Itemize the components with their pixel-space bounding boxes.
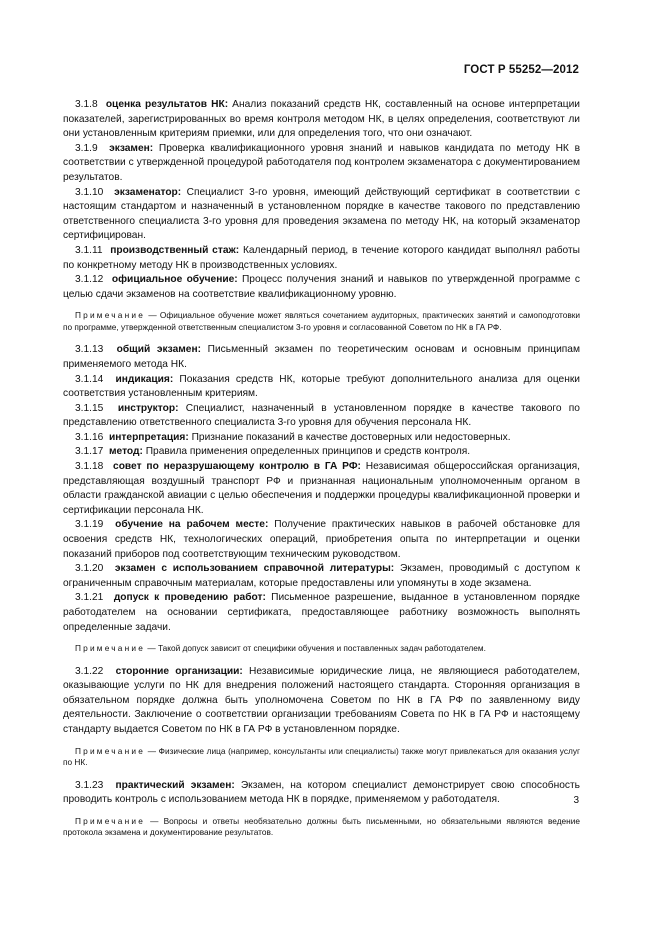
clause-number: 3.1.14 — [75, 373, 104, 385]
definition-text: Экзамен, проводимый с доступом к ограниченным справочным материалам, которые предоставлены или упомянуты в ходе экзамена. — [63, 563, 580, 589]
definition-text: Показания средств НК, которые требуют дополнительного анализа для оценки соответствия установленным критериям. — [63, 373, 580, 400]
note-label: Примечание — [75, 815, 146, 826]
definition-text: Проверка квалификационного уровня знаний и навыков кандидата по методу НК в соответствии с утвержденной процедурой работодателя под контролем экзаменатора с документированием результатов. — [63, 142, 580, 183]
definition-text: Экзамен, на котором специалист демонстрирует свою способность проводить контроль с использованием метода НК в порядке, применяемом у работодателя. — [63, 779, 580, 806]
clause-number: 3.1.15 — [75, 402, 104, 414]
defined-term: экзаменатор: — [114, 186, 182, 198]
definition-text: Анализ показаний средств НК, составленный на основе интерпретации показателей, зарегистрированных во время контроля методом НК, в целях определения, соответствуют ли они установленным критериям приемки, или для определения того, что они означают. — [63, 99, 580, 140]
defined-term: экзамен с использованием справочной литературы: — [114, 563, 395, 575]
definition-paragraph — [63, 591, 580, 635]
definition-paragraph — [63, 518, 580, 562]
definition-paragraph — [63, 779, 580, 808]
clause-number: 3.1.13 — [75, 344, 104, 356]
definition-text: Независимые юридические лица, не являющиеся работодателем, оказывающие услуги по НК для внедрения положений настоящего стандарта. Сторонняя организация в обязательном порядке должна быть уполномочена Советом по НК в ГА РФ по заявленному виду деятельности. Заключение о соответствии организации требованиям Совета по НК в ГА РФ и настоящему стандарту выдается Советом по НК в ГА РФ в установленном порядке. — [63, 665, 580, 736]
definition-paragraph — [63, 445, 580, 460]
note-label: Примечание — [75, 745, 146, 756]
defined-term: официальное обучение: — [111, 274, 238, 286]
clause-number: 3.1.17 — [75, 446, 104, 458]
clause-number: 3.1.9 — [75, 142, 98, 154]
defined-term: производственный стаж: — [110, 244, 240, 256]
defined-term: интерпретация: — [109, 431, 189, 443]
clause-number: 3.1.19 — [75, 519, 104, 531]
note-text: — Такой допуск зависит от специфики обучения и поставленных задач работодателем. — [147, 643, 486, 654]
definition-paragraph — [63, 431, 580, 446]
clause-number: 3.1.20 — [75, 563, 104, 575]
definition-text: Письменное разрешение, выданное в установленном порядке работодателем на основании сертификата, предоставляющее работнику возможность выполнять определенные задачи. — [63, 592, 580, 633]
definition-paragraph — [63, 460, 580, 518]
defined-term: экзамен: — [109, 142, 154, 154]
definition-paragraph — [63, 373, 580, 402]
definition-text: Процесс получения знаний и навыков по утвержденной программе с целью сдачи экзаменов на соответствие квалификационному уровню. — [63, 274, 580, 300]
note-label: Примечание — [75, 310, 146, 321]
defined-term: допуск к проведению работ: — [113, 592, 266, 604]
note-paragraph — [63, 816, 580, 839]
defined-term: метод: — [109, 446, 143, 458]
clause-number: 3.1.11 — [75, 244, 103, 256]
definition-text: Получение практических навыков в рабочей обстановке для освоения средств НК, технологических операций, приобретения опыта по интерпретации и оценки показаний приборов под соответствующим техническим руководством. — [63, 519, 580, 560]
defined-term: индикация: — [115, 373, 174, 385]
note-paragraph — [63, 310, 580, 333]
clause-number: 3.1.16 — [75, 431, 104, 443]
defined-term: сторонние организации: — [115, 665, 243, 677]
definition-paragraph — [63, 402, 580, 431]
definition-paragraph — [63, 665, 580, 738]
definition-text: Письменный экзамен по теоретическим основам и основным принципам применяемого метода НК. — [63, 344, 580, 370]
defined-term: обучение на рабочем месте: — [115, 519, 269, 531]
defined-term: общий экзамен: — [116, 344, 201, 356]
definition-paragraph — [63, 186, 580, 244]
clause-number: 3.1.22 — [75, 665, 104, 677]
definition-paragraph — [63, 273, 580, 302]
note-label: Примечание — [75, 643, 146, 654]
definition-text: Специалист, назначенный в установленном порядке в качестве такового по представлению ответственного специалиста 3-го уровня для обучения персонала НК. — [63, 402, 580, 429]
definition-text: Правила применения определенных принципов и средств контроля. — [145, 446, 471, 458]
definition-text: Специалист 3-го уровня, имеющий действующий сертификат в соответствии с настоящим стандартом и назначенный в установленном порядке в качестве такового по представлению ответственного специалиста 3-го уровня для проведения экзамена по методу НК, на который экзаменатор сертифицирован. — [63, 186, 580, 242]
clause-number: 3.1.18 — [75, 461, 104, 473]
clause-number: 3.1.8 — [75, 99, 98, 110]
defined-term: совет по неразрушающему контролю в ГА РФ: — [113, 461, 361, 473]
defined-term: инструктор: — [117, 402, 179, 414]
page-number: 3 — [573, 795, 579, 806]
defined-term: оценка результатов НК: — [105, 99, 229, 110]
note-text: — Физические лица (например, консультанты или специалисты) также могут привлекаться для оказания услуг по НК. — [63, 745, 580, 768]
defined-term: практический экзамен: — [115, 779, 235, 791]
clause-number: 3.1.12 — [75, 274, 104, 286]
clause-number: 3.1.10 — [75, 186, 104, 198]
definition-text: Признание показаний в качестве достоверных или недостоверных. — [191, 431, 511, 443]
note-text: — Вопросы и ответы необязательно должны быть письменными, но обязательными являются ведение протокола экзамена и документирование результатов. — [63, 815, 580, 838]
note-paragraph — [63, 643, 580, 655]
definition-paragraph — [63, 343, 580, 372]
definitions-section — [63, 98, 580, 849]
definition-text: Календарный период, в течение которого кандидат выполнял работы по конкретному методу НК в производственных условиях. — [63, 244, 580, 271]
note-paragraph — [63, 746, 580, 769]
definition-paragraph — [63, 562, 580, 591]
note-text: — Официальное обучение может являться сочетанием аудиторных, практических занятий и самоподготовки по программе, утвержденной ответственным специалистом 3-го уровня и согласованной Советом по НК в ГА РФ. — [63, 310, 580, 332]
definition-paragraph — [63, 244, 580, 273]
standard-header: ГОСТ Р 55252—2012 — [463, 64, 579, 76]
definition-paragraph — [63, 142, 580, 186]
definition-paragraph — [63, 98, 580, 142]
clause-number: 3.1.23 — [75, 779, 104, 791]
definition-text: Независимая общероссийская организация, представляющая воздушный транспорт РФ и признанная национальным уполномоченным органом в области гражданской авиации с целью обеспечения и поддержки процедуры квалификационной проверки и сертификации персонала НК. — [63, 461, 580, 516]
clause-number: 3.1.21 — [75, 592, 104, 604]
